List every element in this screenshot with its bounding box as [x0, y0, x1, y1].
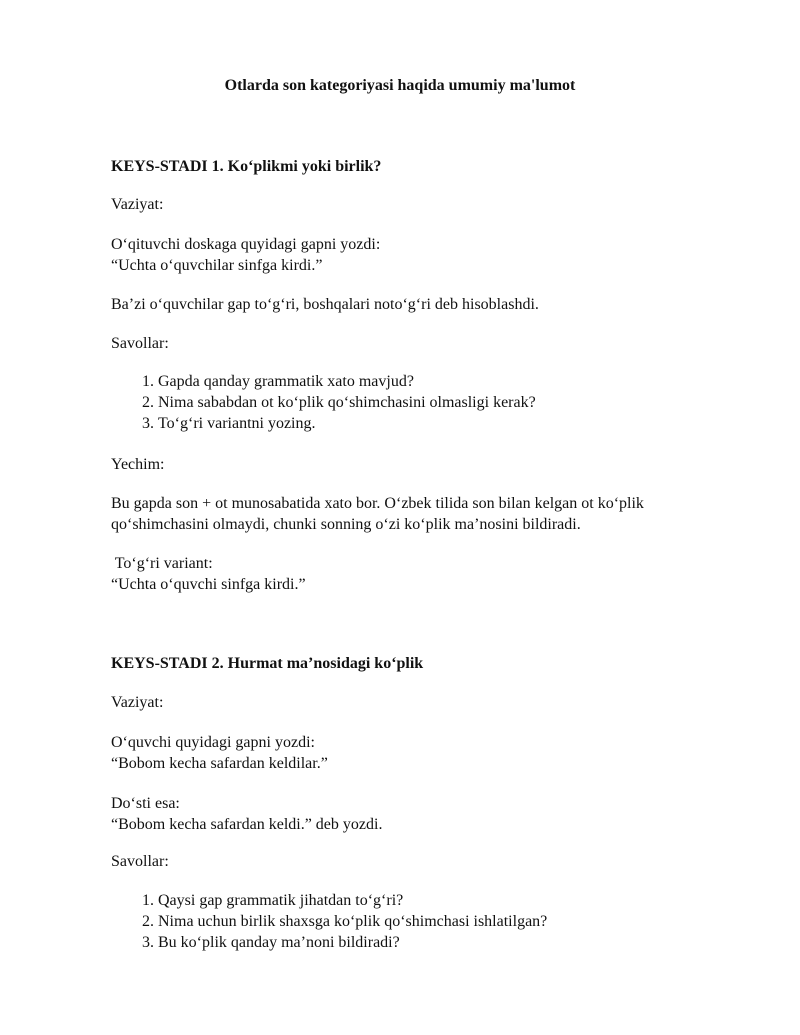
- case1-questions-label: Savollar:: [111, 335, 169, 352]
- case1-heading: KEYS-STADI 1. Ko‘plikmi yoki birlik?: [111, 158, 382, 175]
- case1-questions-list: [111, 371, 536, 434]
- case1-correct-sentence: “Uchta o‘quvchi sinfga kirdi.”: [111, 576, 306, 593]
- list-item: 2. Nima sababdan ot ko‘plik qo‘shimchasini olmasligi kerak?: [158, 392, 536, 413]
- case1-situation-line2: “Uchta o‘quvchilar sinfga kirdi.”: [111, 257, 323, 274]
- case1-solution: [111, 493, 730, 535]
- case1-solution-line1: Bu gapda son + ot munosabatida xato bor. O‘zbek tilida son bilan kelgan ot ko‘plik: [111, 495, 644, 512]
- case1-situation: [111, 234, 730, 276]
- case2-situation-label: Vaziyat:: [111, 694, 164, 711]
- case2-questions-label: Savollar:: [111, 853, 169, 870]
- case2-heading: KEYS-STADI 2. Hurmat ma’nosidagi ko‘plik: [111, 655, 424, 672]
- list-item: 3. Bu ko‘plik qanday ma’noni bildiradi?: [158, 932, 547, 953]
- case1-correct-label: To‘g‘ri variant:: [111, 555, 213, 572]
- case2-situation-line1: O‘quvchi quyidagi gapni yozdi:: [111, 734, 315, 751]
- case1-situation-label: Vaziyat:: [111, 196, 164, 213]
- case1-solution-label: Yechim:: [111, 456, 165, 473]
- case2-situation: [111, 732, 730, 774]
- case1-situation-line1: O‘qituvchi doskaga quyidagi gapni yozdi:: [111, 236, 381, 253]
- case2-friend-line1: Do‘sti esa:: [111, 795, 180, 812]
- list-item: 3. To‘g‘ri variantni yozing.: [158, 413, 536, 434]
- case2-questions-list: [111, 890, 547, 953]
- page-title: Otlarda son kategoriyasi haqida umumiy ma'lumot: [224, 77, 576, 94]
- case1-solution-line2: qo‘shimchasini olmaydi, chunki sonning o‘zi ko‘plik ma’nosini bildiradi.: [111, 516, 581, 533]
- case1-note: Ba’zi o‘quvchilar gap to‘g‘ri, boshqalari noto‘g‘ri deb hisoblashdi.: [111, 296, 539, 313]
- case2-friend-line2: “Bobom kecha safardan keldi.” deb yozdi.: [111, 816, 383, 833]
- case2-situation-line2: “Bobom kecha safardan keldilar.”: [111, 755, 328, 772]
- case1-correct: [111, 553, 730, 595]
- list-item: 1. Qaysi gap grammatik jihatdan to‘g‘ri?: [158, 890, 547, 911]
- list-item: 2. Nima uchun birlik shaxsga ko‘plik qo‘shimchasi ishlatilgan?: [158, 911, 547, 932]
- case2-friend: [111, 793, 730, 835]
- list-item: 1. Gapda qanday grammatik xato mavjud?: [158, 371, 536, 392]
